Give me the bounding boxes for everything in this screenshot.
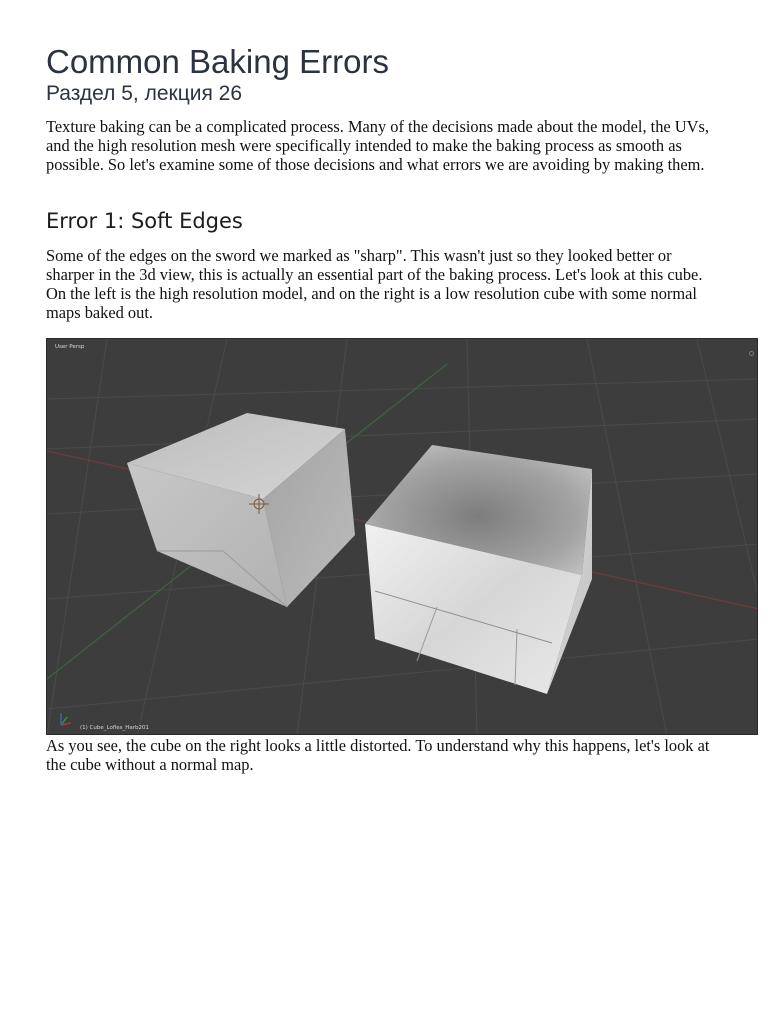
viewport-object-label: (1) Cube_Lofles_Harb201 <box>80 725 150 731</box>
after-figure-paragraph: As you see, the cube on the right looks a little distorted. To understand why this happens, let's look at the cube without a normal map. <box>46 736 710 774</box>
section-heading: Error 1: Soft Edges <box>46 209 243 233</box>
viewport-mode-label: User Persp <box>55 344 85 350</box>
section-paragraph: Some of the edges on the sword we marked as "sharp". This wasn't just so they looked better or sharper in the 3d view, this is actually an essential part of the baking process. Let's look at this cube. On the left is the high resolution model, and on the right is a low resolution cube with some normal maps baked out. <box>46 246 703 322</box>
viewport-scene <box>47 339 758 735</box>
intro-paragraph: Texture baking can be a complicated process. Many of the decisions made about the model, the UVs, and the high resolution mesh were specifically intended to make the baking process as smooth as possible. So let's examine some of those decisions and what errors we are avoiding by making them. <box>46 117 709 174</box>
axis-gizmo-icon <box>61 713 71 725</box>
low-res-cube <box>365 445 592 694</box>
page-subtitle: Раздел 5, лекция 26 <box>46 82 243 105</box>
viewport-corner-widget[interactable] <box>749 351 754 356</box>
blender-viewport-screenshot <box>46 338 758 735</box>
page-title: Common Baking Errors <box>46 43 389 80</box>
